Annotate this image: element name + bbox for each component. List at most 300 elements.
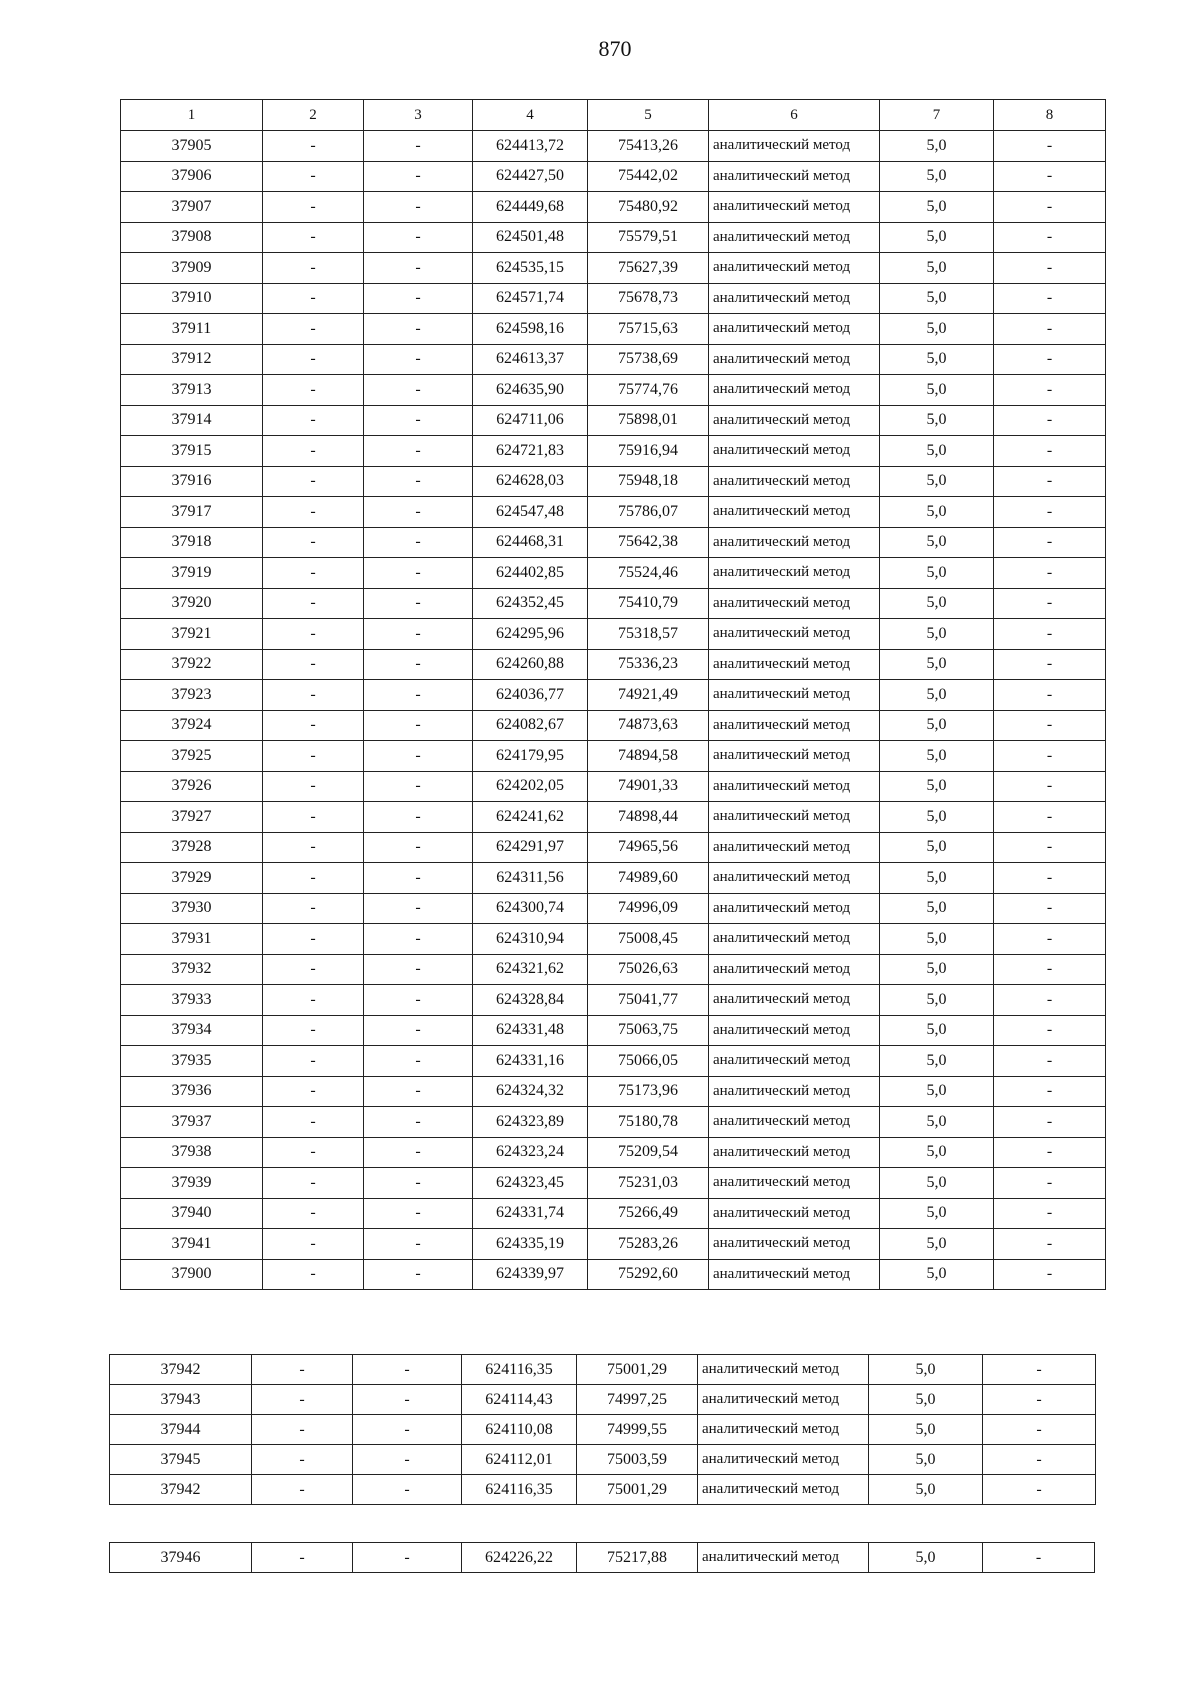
table-row — [121, 985, 1106, 1016]
table-cell: 5,0 — [880, 832, 994, 863]
table-cell: - — [252, 1355, 353, 1385]
column-header: 5 — [588, 100, 709, 131]
table-cell: - — [263, 131, 364, 162]
table-cell: 74999,55 — [577, 1415, 698, 1445]
table-cell: 624335,19 — [473, 1229, 588, 1260]
table-cell: - — [263, 314, 364, 345]
table-cell: 37908 — [121, 222, 263, 253]
table-cell: аналитический метод — [709, 771, 880, 802]
table-cell: 624449,68 — [473, 192, 588, 223]
table-cell: 75173,96 — [588, 1076, 709, 1107]
table-cell: - — [364, 1137, 473, 1168]
table-cell: - — [994, 954, 1106, 985]
table-cell: 75579,51 — [588, 222, 709, 253]
table-cell: - — [994, 436, 1106, 467]
table-cell: - — [994, 222, 1106, 253]
table-cell: - — [983, 1445, 1096, 1475]
table-cell: - — [994, 649, 1106, 680]
table-cell: аналитический метод — [709, 497, 880, 528]
table-cell: 624721,83 — [473, 436, 588, 467]
table-cell: аналитический метод — [709, 344, 880, 375]
table-row — [121, 161, 1106, 192]
table-cell: 5,0 — [880, 344, 994, 375]
table-cell: 37942 — [110, 1475, 252, 1505]
table-cell: 5,0 — [880, 527, 994, 558]
table-cell: 37923 — [121, 680, 263, 711]
table-row — [121, 1076, 1106, 1107]
table-row — [121, 253, 1106, 284]
table-cell: 5,0 — [880, 588, 994, 619]
table-row — [121, 588, 1106, 619]
table-cell: - — [994, 1168, 1106, 1199]
table-cell: аналитический метод — [709, 619, 880, 650]
table-cell: 37917 — [121, 497, 263, 528]
table-cell: - — [252, 1385, 353, 1415]
table-cell: 37921 — [121, 619, 263, 650]
table-cell: 75066,05 — [588, 1046, 709, 1077]
table-cell: - — [364, 1198, 473, 1229]
table-cell: 624613,37 — [473, 344, 588, 375]
column-header: 6 — [709, 100, 880, 131]
table-cell: - — [994, 985, 1106, 1016]
table-cell: аналитический метод — [709, 893, 880, 924]
table-cell: 5,0 — [880, 710, 994, 741]
table-cell: аналитический метод — [698, 1475, 869, 1505]
table-cell: 624547,48 — [473, 497, 588, 528]
table-cell: 624321,62 — [473, 954, 588, 985]
table-cell: - — [364, 1076, 473, 1107]
table-cell: 75231,03 — [588, 1168, 709, 1199]
column-header: 3 — [364, 100, 473, 131]
table-row — [121, 314, 1106, 345]
table-cell: - — [263, 161, 364, 192]
table-cell: - — [994, 161, 1106, 192]
table-cell: 37913 — [121, 375, 263, 406]
table-cell: 37936 — [121, 1076, 263, 1107]
table-row — [121, 466, 1106, 497]
table-cell: 75001,29 — [577, 1355, 698, 1385]
table-cell: аналитический метод — [709, 558, 880, 589]
table-row — [121, 1168, 1106, 1199]
table-cell: - — [994, 802, 1106, 833]
table-cell: 5,0 — [880, 1107, 994, 1138]
table-row — [121, 741, 1106, 772]
table-cell: 75916,94 — [588, 436, 709, 467]
table-cell: аналитический метод — [709, 863, 880, 894]
table-cell: 5,0 — [880, 1046, 994, 1077]
table-cell: - — [364, 375, 473, 406]
table-cell: - — [364, 253, 473, 284]
table-cell: - — [994, 863, 1106, 894]
table-row — [121, 192, 1106, 223]
table-cell: аналитический метод — [709, 954, 880, 985]
table-cell: - — [353, 1543, 462, 1573]
table-cell: - — [364, 741, 473, 772]
table-cell: - — [263, 558, 364, 589]
column-header: 4 — [473, 100, 588, 131]
column-header: 1 — [121, 100, 263, 131]
table-cell: 5,0 — [880, 893, 994, 924]
table-row — [121, 1107, 1106, 1138]
table-cell: 75642,38 — [588, 527, 709, 558]
table-cell: 37945 — [110, 1445, 252, 1475]
table-cell: 5,0 — [869, 1355, 983, 1385]
table-cell: 5,0 — [880, 375, 994, 406]
table-cell: 37941 — [121, 1229, 263, 1260]
table-cell: - — [364, 863, 473, 894]
table-cell: - — [994, 1259, 1106, 1290]
table-cell: 624295,96 — [473, 619, 588, 650]
table-cell: 75063,75 — [588, 1015, 709, 1046]
table-cell: аналитический метод — [709, 924, 880, 955]
table-cell: - — [983, 1355, 1096, 1385]
table-cell: 624598,16 — [473, 314, 588, 345]
table-cell: аналитический метод — [709, 436, 880, 467]
table-cell: - — [983, 1415, 1096, 1445]
table-row — [110, 1415, 1096, 1445]
table-cell: 624468,31 — [473, 527, 588, 558]
table-cell: аналитический метод — [709, 161, 880, 192]
table-cell: - — [353, 1355, 462, 1385]
table-cell: - — [263, 192, 364, 223]
table-cell: 624112,01 — [462, 1445, 577, 1475]
table-cell: - — [263, 1137, 364, 1168]
table-cell: аналитический метод — [709, 131, 880, 162]
table-cell: 37934 — [121, 1015, 263, 1046]
table-cell: - — [263, 222, 364, 253]
table-cell: - — [263, 375, 364, 406]
table-cell: - — [364, 771, 473, 802]
table-cell: 5,0 — [880, 436, 994, 467]
table-cell: - — [263, 1168, 364, 1199]
column-header: 7 — [880, 100, 994, 131]
table-row — [121, 131, 1106, 162]
table-cell: аналитический метод — [698, 1445, 869, 1475]
table-cell: 5,0 — [880, 1137, 994, 1168]
table-cell: - — [364, 131, 473, 162]
table-cell: 5,0 — [880, 283, 994, 314]
table-cell: 624339,97 — [473, 1259, 588, 1290]
table-cell: 5,0 — [869, 1475, 983, 1505]
table-cell: 37933 — [121, 985, 263, 1016]
table-row — [121, 1259, 1106, 1290]
table-cell: 5,0 — [880, 558, 994, 589]
table-cell: - — [994, 1229, 1106, 1260]
table-cell: 5,0 — [869, 1415, 983, 1445]
table-cell: - — [263, 954, 364, 985]
table-cell: - — [994, 405, 1106, 436]
table-cell: - — [983, 1385, 1096, 1415]
table-cell: 5,0 — [880, 497, 994, 528]
table-cell: - — [263, 497, 364, 528]
table-cell: - — [994, 741, 1106, 772]
table-cell: 75180,78 — [588, 1107, 709, 1138]
table-cell: аналитический метод — [698, 1355, 869, 1385]
table-cell: 5,0 — [880, 985, 994, 1016]
table-cell: аналитический метод — [709, 375, 880, 406]
table-cell: 37930 — [121, 893, 263, 924]
table-cell: 75442,02 — [588, 161, 709, 192]
table-cell: 624110,08 — [462, 1415, 577, 1445]
table-cell: 624291,97 — [473, 832, 588, 863]
table-row — [121, 863, 1106, 894]
table-cell: - — [364, 588, 473, 619]
table-cell: - — [263, 649, 364, 680]
table-row — [121, 924, 1106, 955]
table-cell: - — [364, 619, 473, 650]
table-row — [110, 1475, 1096, 1505]
table-cell: - — [263, 1046, 364, 1077]
table-cell: 624402,85 — [473, 558, 588, 589]
table-row — [121, 1137, 1106, 1168]
table-cell: - — [994, 1137, 1106, 1168]
table-cell: - — [364, 832, 473, 863]
coordinates-table-group-2 — [109, 1354, 1096, 1505]
table-cell: аналитический метод — [709, 649, 880, 680]
table-cell: - — [263, 680, 364, 711]
table-cell: - — [252, 1543, 353, 1573]
table-cell: - — [263, 466, 364, 497]
table-cell: - — [364, 893, 473, 924]
table-cell: аналитический метод — [709, 192, 880, 223]
table-cell: - — [263, 405, 364, 436]
table-cell: 74997,25 — [577, 1385, 698, 1415]
table-cell: 624635,90 — [473, 375, 588, 406]
table-cell: 5,0 — [880, 1198, 994, 1229]
table-cell: 5,0 — [880, 192, 994, 223]
table-cell: аналитический метод — [709, 1076, 880, 1107]
table-cell: - — [263, 863, 364, 894]
table-cell: - — [364, 954, 473, 985]
table-cell: - — [263, 802, 364, 833]
table-cell: - — [994, 1107, 1106, 1138]
table-cell: 75786,07 — [588, 497, 709, 528]
table-cell: 37939 — [121, 1168, 263, 1199]
table-cell: 624260,88 — [473, 649, 588, 680]
table-cell: - — [263, 1198, 364, 1229]
table-cell: 5,0 — [880, 222, 994, 253]
table-cell: 5,0 — [880, 314, 994, 345]
coordinates-table-group-3 — [109, 1542, 1095, 1573]
table-cell: 75008,45 — [588, 924, 709, 955]
table-cell: 624571,74 — [473, 283, 588, 314]
table-cell: 37946 — [110, 1543, 252, 1573]
table-cell: 75948,18 — [588, 466, 709, 497]
table-cell: 624628,03 — [473, 466, 588, 497]
page-number: 870 — [598, 36, 632, 61]
table-row — [121, 344, 1106, 375]
table-cell: - — [364, 710, 473, 741]
table-cell: - — [263, 985, 364, 1016]
table-row — [121, 497, 1106, 528]
table-cell: 37905 — [121, 131, 263, 162]
table-cell: 75336,23 — [588, 649, 709, 680]
table-row — [121, 1229, 1106, 1260]
table-cell: - — [364, 314, 473, 345]
table-cell: - — [994, 924, 1106, 955]
table-cell: 75318,57 — [588, 619, 709, 650]
table-cell: 37944 — [110, 1415, 252, 1445]
table-cell: 624202,05 — [473, 771, 588, 802]
table-cell: - — [263, 1229, 364, 1260]
table-cell: 624179,95 — [473, 741, 588, 772]
table-cell: - — [994, 375, 1106, 406]
table-cell: - — [994, 619, 1106, 650]
table-cell: 75292,60 — [588, 1259, 709, 1290]
table-cell: 5,0 — [880, 771, 994, 802]
table-cell: - — [263, 1015, 364, 1046]
table-row — [121, 832, 1106, 863]
table-row — [121, 1046, 1106, 1077]
table-cell: - — [994, 192, 1106, 223]
table-cell: 624323,45 — [473, 1168, 588, 1199]
table-cell: аналитический метод — [709, 314, 880, 345]
table-cell: - — [994, 710, 1106, 741]
table-cell: - — [994, 771, 1106, 802]
table-cell: 5,0 — [880, 680, 994, 711]
table-cell: 75738,69 — [588, 344, 709, 375]
table-row — [121, 222, 1106, 253]
table-cell: 5,0 — [880, 924, 994, 955]
table-cell: аналитический метод — [709, 1015, 880, 1046]
table-row — [121, 527, 1106, 558]
table-cell: 5,0 — [880, 954, 994, 985]
table-cell: - — [994, 283, 1106, 314]
table-cell: - — [252, 1415, 353, 1445]
table-cell: - — [252, 1475, 353, 1505]
table-row — [121, 375, 1106, 406]
table-cell: 74989,60 — [588, 863, 709, 894]
table-cell: - — [983, 1475, 1096, 1505]
table-cell: 37909 — [121, 253, 263, 284]
table-cell: 5,0 — [880, 802, 994, 833]
table-cell: - — [364, 405, 473, 436]
table-cell: 5,0 — [880, 1015, 994, 1046]
table-cell: 624082,67 — [473, 710, 588, 741]
table-cell: 624427,50 — [473, 161, 588, 192]
table-cell: 624324,32 — [473, 1076, 588, 1107]
table-cell: 624711,06 — [473, 405, 588, 436]
table-cell: 5,0 — [880, 1259, 994, 1290]
table-cell: - — [364, 924, 473, 955]
table-cell: 37938 — [121, 1137, 263, 1168]
table-cell: - — [994, 314, 1106, 345]
table-cell: 624331,48 — [473, 1015, 588, 1046]
table-cell: - — [263, 1107, 364, 1138]
table-cell: - — [364, 1168, 473, 1199]
table-row — [121, 1198, 1106, 1229]
table-cell: аналитический метод — [709, 253, 880, 284]
table-cell: 75898,01 — [588, 405, 709, 436]
table-cell: - — [353, 1445, 462, 1475]
table-cell: - — [364, 466, 473, 497]
table-cell: 5,0 — [880, 863, 994, 894]
table-cell: 37910 — [121, 283, 263, 314]
column-header: 8 — [994, 100, 1106, 131]
table-row — [110, 1355, 1096, 1385]
table-cell: - — [364, 436, 473, 467]
table-cell: - — [364, 1107, 473, 1138]
table-cell: 74898,44 — [588, 802, 709, 833]
table-cell: - — [364, 1259, 473, 1290]
column-header: 2 — [263, 100, 364, 131]
table-cell: 37920 — [121, 588, 263, 619]
table-cell: аналитический метод — [709, 1137, 880, 1168]
table-cell: аналитический метод — [709, 283, 880, 314]
table-cell: 75627,39 — [588, 253, 709, 284]
table-cell: 37929 — [121, 863, 263, 894]
table-cell: 37943 — [110, 1385, 252, 1415]
table-cell: 37942 — [110, 1355, 252, 1385]
table-cell: аналитический метод — [709, 1168, 880, 1199]
table-cell: 37918 — [121, 527, 263, 558]
table-cell: аналитический метод — [709, 405, 880, 436]
table-cell: аналитический метод — [698, 1385, 869, 1415]
table-cell: аналитический метод — [709, 222, 880, 253]
table-row — [121, 283, 1106, 314]
table-row — [121, 619, 1106, 650]
table-row — [121, 954, 1106, 985]
table-cell: аналитический метод — [709, 1198, 880, 1229]
table-cell: 5,0 — [869, 1543, 983, 1573]
table-cell: аналитический метод — [698, 1543, 869, 1573]
table-cell: 75480,92 — [588, 192, 709, 223]
table-cell: - — [364, 649, 473, 680]
table-cell: - — [994, 344, 1106, 375]
table-cell: 624535,15 — [473, 253, 588, 284]
table-cell: аналитический метод — [709, 985, 880, 1016]
table-cell: 37915 — [121, 436, 263, 467]
table-cell: 74921,49 — [588, 680, 709, 711]
table-cell: аналитический метод — [709, 741, 880, 772]
table-cell: аналитический метод — [709, 466, 880, 497]
table-row — [121, 649, 1106, 680]
table-cell: 5,0 — [880, 405, 994, 436]
table-row — [121, 405, 1106, 436]
table-cell: 37906 — [121, 161, 263, 192]
table-cell: аналитический метод — [709, 1046, 880, 1077]
table-cell: аналитический метод — [709, 680, 880, 711]
table-cell: 624036,77 — [473, 680, 588, 711]
table-row — [121, 802, 1106, 833]
table-cell: - — [364, 283, 473, 314]
table-cell: 75217,88 — [577, 1543, 698, 1573]
table-cell: 37914 — [121, 405, 263, 436]
table-row — [121, 436, 1106, 467]
coordinates-table — [120, 99, 1106, 1290]
table-cell: 624352,45 — [473, 588, 588, 619]
table-cell: - — [263, 741, 364, 772]
table-cell: 624501,48 — [473, 222, 588, 253]
table-cell: - — [263, 924, 364, 955]
table-cell: - — [263, 283, 364, 314]
table-cell: - — [364, 497, 473, 528]
table-cell: - — [994, 253, 1106, 284]
table-cell: 5,0 — [880, 741, 994, 772]
table-row — [121, 1015, 1106, 1046]
table-cell: 74965,56 — [588, 832, 709, 863]
table-cell: 624413,72 — [473, 131, 588, 162]
table-cell: - — [263, 832, 364, 863]
table-cell: 5,0 — [880, 466, 994, 497]
table-cell: - — [994, 832, 1106, 863]
table-cell: 37922 — [121, 649, 263, 680]
table-cell: - — [263, 893, 364, 924]
table-cell: 37924 — [121, 710, 263, 741]
table-cell: 75283,26 — [588, 1229, 709, 1260]
table-cell: 5,0 — [880, 1229, 994, 1260]
table-cell: - — [994, 1076, 1106, 1107]
